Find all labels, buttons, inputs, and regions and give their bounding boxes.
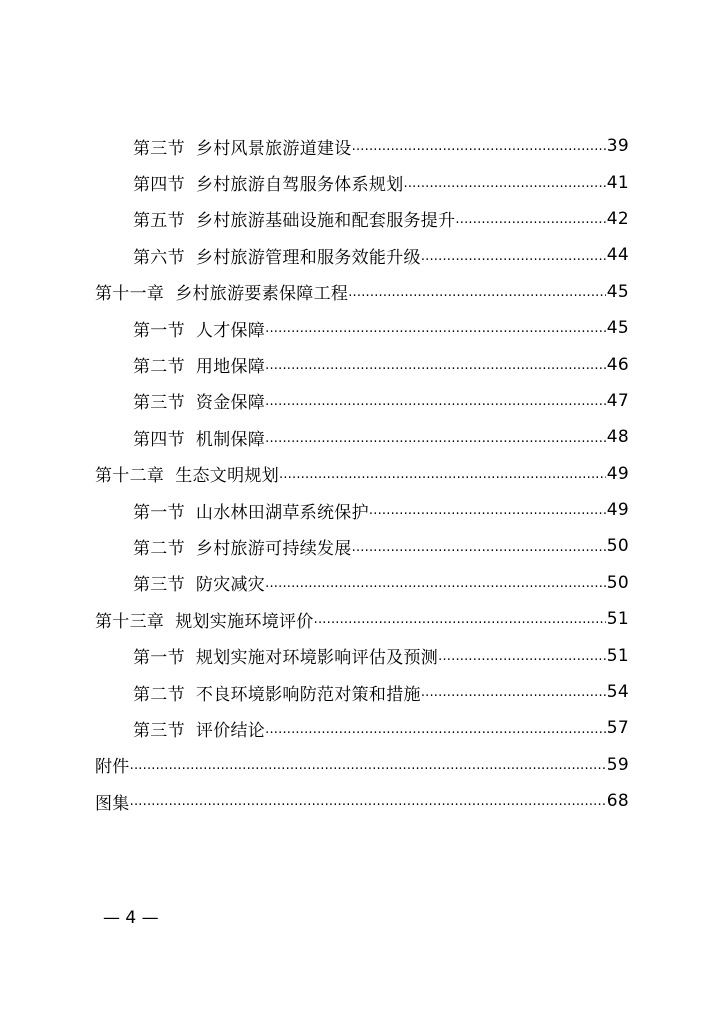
toc-entry-title [133,534,352,559]
toc-entry-title [95,789,130,814]
toc-page-number: 39 [606,136,629,157]
toc-section-entry[interactable] [0,637,724,673]
toc-section-entry[interactable] [0,710,724,746]
toc-page-number: 48 [606,427,629,448]
toc-dot-leader [265,576,606,591]
toc-dot-leader [438,649,606,664]
toc-entry-title [133,425,265,450]
toc-entry-text: 乡村旅游自驾服务体系规划 [195,175,404,196]
toc-entry-text: 规划实施环境评价 [175,611,314,632]
toc-page-number: 45 [606,318,629,339]
toc-entry[interactable] [0,747,724,783]
toc-page-number: 50 [606,572,629,593]
toc-entry-label: 第二节 [133,538,185,559]
toc-dot-leader [265,321,606,336]
toc-dot-leader [455,212,605,227]
toc-dot-leader [352,139,606,154]
toc-entry-text: 乡村旅游要素保障工程 [175,284,349,305]
toc-entry-title [133,316,265,341]
toc-entry-title [133,643,438,668]
toc-page-number: 47 [606,390,629,411]
toc-entry-title [133,388,265,413]
toc-entry-label: 第一节 [133,648,185,669]
toc-entry-text: 生态文明规划 [175,466,280,487]
toc-chapter-entry[interactable] [0,274,724,310]
toc-entry-title [133,134,352,159]
toc-dot-leader [421,249,606,264]
toc-chapter-entry[interactable] [0,601,724,637]
toc-page-number: 57 [606,718,629,739]
toc-entry-title [133,352,265,377]
toc-section-entry[interactable] [0,346,724,382]
toc-page-number: 44 [606,245,629,266]
toc-entry-label: 第一节 [133,320,185,341]
toc-entry-title [95,752,130,777]
toc-section-entry[interactable] [0,128,724,164]
toc-entry-label: 第十二章 [95,466,165,487]
toc-dot-leader [314,612,606,627]
toc-page-number: 46 [606,354,629,375]
toc-entry-title [133,170,404,195]
toc-entry-text: 附件 [95,757,130,778]
toc-entry-title [95,461,279,486]
toc-entry-label: 第四节 [133,429,185,450]
toc-dot-leader [265,431,606,446]
toc-page-number: 54 [606,682,629,703]
toc-page-number: 59 [606,754,629,775]
toc-section-entry[interactable] [0,310,724,346]
toc-page-number: 41 [606,172,629,193]
toc-entry-text: 机制保障 [195,429,266,450]
toc-entry-text: 乡村风景旅游道建设 [195,138,352,159]
toc-section-entry[interactable] [0,164,724,200]
toc-section-entry[interactable] [0,201,724,237]
toc-entry-label: 第四节 [133,175,185,196]
toc-section-entry[interactable] [0,565,724,601]
toc-dot-leader [279,467,606,482]
toc-entry-label: 第三节 [133,138,185,159]
toc-entry-label: 第三节 [133,393,185,414]
toc-entry-label: 第三节 [133,720,185,741]
toc-entry-text: 规划实施对环境影响评估及预测 [195,648,439,669]
toc-entry-text: 人才保障 [195,320,266,341]
toc-entry-text: 不良环境影响防范对策和措施 [195,684,421,705]
toc-entry-title [133,498,369,523]
toc-page-number: 68 [606,791,629,812]
toc-dot-leader [348,285,606,300]
toc-entry-title [133,243,421,268]
toc-entry-label: 第六节 [133,247,185,268]
toc-entry-label: 第一节 [133,502,185,523]
toc-page-number: 49 [606,463,629,484]
table-of-contents [0,128,724,819]
toc-entry-title [95,607,314,632]
toc-entry-text: 用地保障 [195,357,266,378]
toc-entry-title [133,206,455,231]
toc-dot-leader [130,758,606,773]
toc-entry-text: 乡村旅游管理和服务效能升级 [195,247,421,268]
toc-entry[interactable] [0,783,724,819]
toc-entry-text: 资金保障 [195,393,266,414]
toc-page-number: 51 [606,609,629,630]
toc-dot-leader [352,540,606,555]
toc-page-number: 51 [606,645,629,666]
toc-entry-label: 第十三章 [95,611,165,632]
toc-entry-title [95,279,348,304]
toc-entry-label: 第三节 [133,575,185,596]
toc-dot-leader [369,503,606,518]
toc-dot-leader [265,394,606,409]
toc-entry-text: 山水林田湖草系统保护 [195,502,369,523]
toc-entry-title [133,570,265,595]
toc-entry-label: 第二节 [133,684,185,705]
toc-chapter-entry[interactable] [0,456,724,492]
toc-section-entry[interactable] [0,383,724,419]
toc-page-number: 42 [606,208,629,229]
toc-entry-text: 乡村旅游可持续发展 [195,538,352,559]
toc-section-entry[interactable] [0,419,724,455]
page-number: — 4 — [103,908,159,928]
toc-entry-title [133,680,421,705]
toc-entry-label: 第五节 [133,211,185,232]
toc-entry-text: 评价结论 [195,720,266,741]
toc-entry-text: 乡村旅游基础设施和配套服务提升 [195,211,456,232]
toc-dot-leader [130,794,606,809]
toc-section-entry[interactable] [0,528,724,564]
toc-section-entry[interactable] [0,674,724,710]
toc-dot-leader [265,358,606,373]
toc-page-number: 49 [606,500,629,521]
toc-entry-title [133,716,265,741]
toc-section-entry[interactable] [0,492,724,528]
toc-dot-leader [421,685,606,700]
toc-entry-text: 防灾减灾 [195,575,266,596]
toc-page-number: 50 [606,536,629,557]
toc-entry-label: 第二节 [133,357,185,378]
toc-page-number: 45 [606,281,629,302]
toc-dot-leader [404,176,606,191]
toc-dot-leader [265,722,606,737]
toc-entry-label: 第十一章 [95,284,165,305]
toc-section-entry[interactable] [0,237,724,273]
toc-entry-text: 图集 [95,793,130,814]
